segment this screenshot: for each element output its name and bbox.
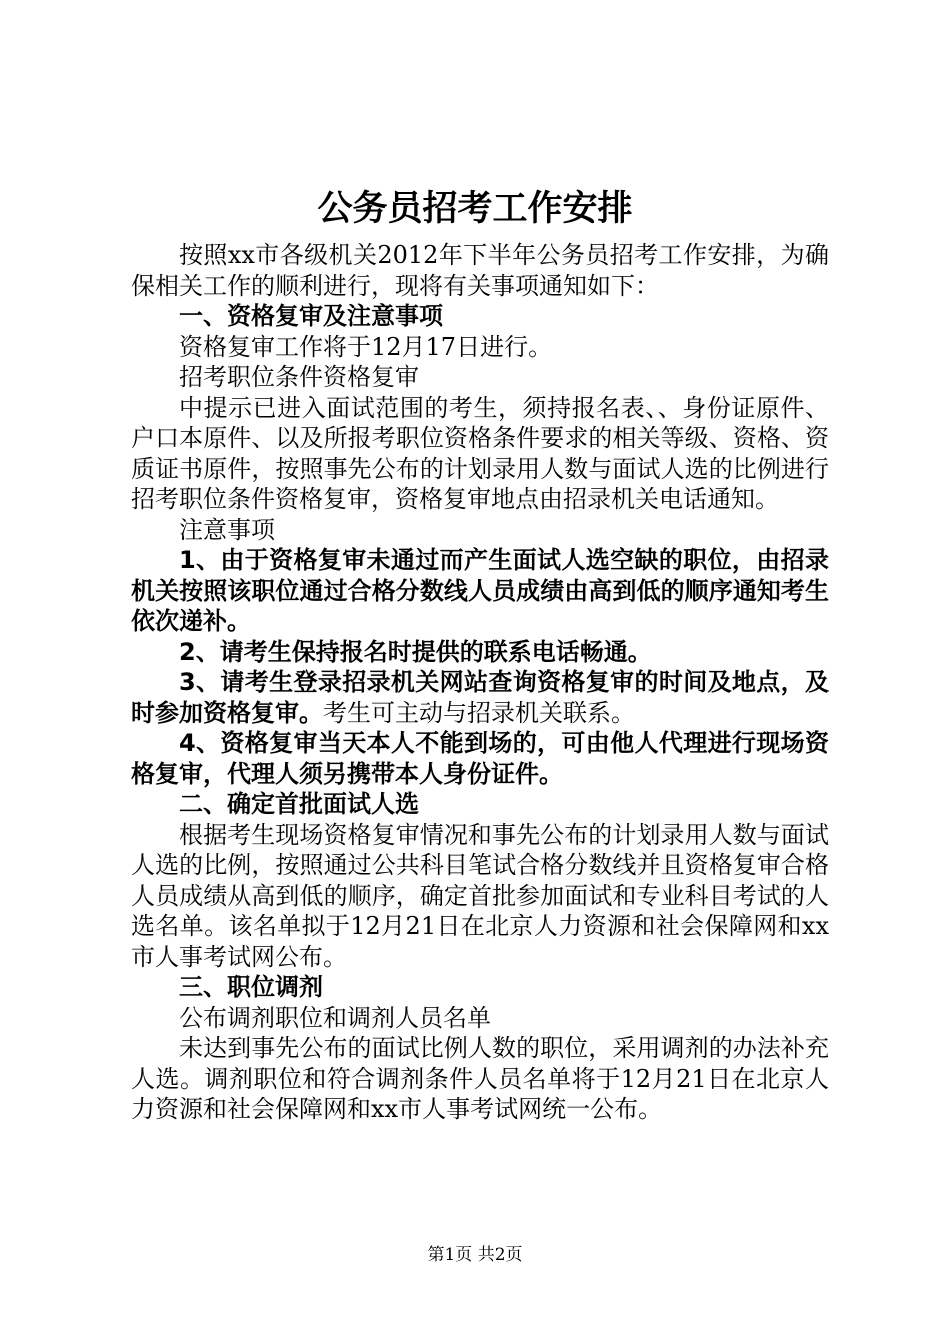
section1-subheading: 招考职位条件资格复审 [179,363,419,391]
page-footer: 第1页 共2页 [427,1245,523,1265]
note-4: 4、资格复审当天本人不能到场的，可由他人代理进行现场资格复审，代理人须另携带本人身份证件。 [131,729,829,788]
page-title: 公务员招考工作安排 [317,189,633,229]
section1-date-line: 资格复审工作将于12月17日进行。 [179,332,553,361]
note-3 [131,667,829,728]
note-1: 1、由于资格复审未通过而产生面试人选空缺的职位，由招录机关按照该职位通过合格分数线人员成绩由高到低的顺序通知考生依次递补。 [131,546,829,635]
note-3-bold: 3、请考生登录招录机关网站查询资格复审的时间及地点，及时参加资格复审。 [131,668,829,727]
document-body [131,240,829,1125]
section3-subheading: 公布调剂职位和调剂人员名单 [179,1003,491,1032]
section2-body: 根据考生现场资格复审情况和事先公布的计划录用人数与面试人选的比例，按照通过公共科目笔试合格分数线并且资格复审合格人员成绩从高到低的顺序，确定首批参加面试和专业科目考试的人选名单。该名单拟于12月21日在北京人力资源和社会保障网和xx市人事考试网公布。 [131,820,829,971]
section3-heading: 三、职位调剂 [179,973,323,1001]
note-2: 2、请考生保持报名时提供的联系电话畅通。 [179,637,652,666]
section1-heading: 一、资格复审及注意事项 [179,302,443,330]
section2-heading: 二、确定首批面试人选 [179,790,419,818]
notes-heading: 注意事项 [179,515,275,544]
section3-body: 未达到事先公布的面试比例人数的职位，采用调剂的办法补充人选。调剂职位和符合调剂条件人员名单将于12月21日在北京人力资源和社会保障网和xx市人事考试网统一公布。 [131,1034,829,1123]
note-3-rest: 考生可主动与招录机关联系。 [323,698,635,727]
intro-paragraph: 按照xx市各级机关2012年下半年公务员招考工作安排，为确保相关工作的顺利进行，现将有关事项通知如下： [131,241,829,300]
section1-body: 中提示已进入面试范围的考生，须持报名表、、身份证原件、户口本原件、以及所报考职位资格条件要求的相关等级、资格、资质证书原件，按照事先公布的计划录用人数与面试人选的比例进行招考职位条件资格复审，资格复审地点由招录机关电话通知。 [131,393,829,513]
